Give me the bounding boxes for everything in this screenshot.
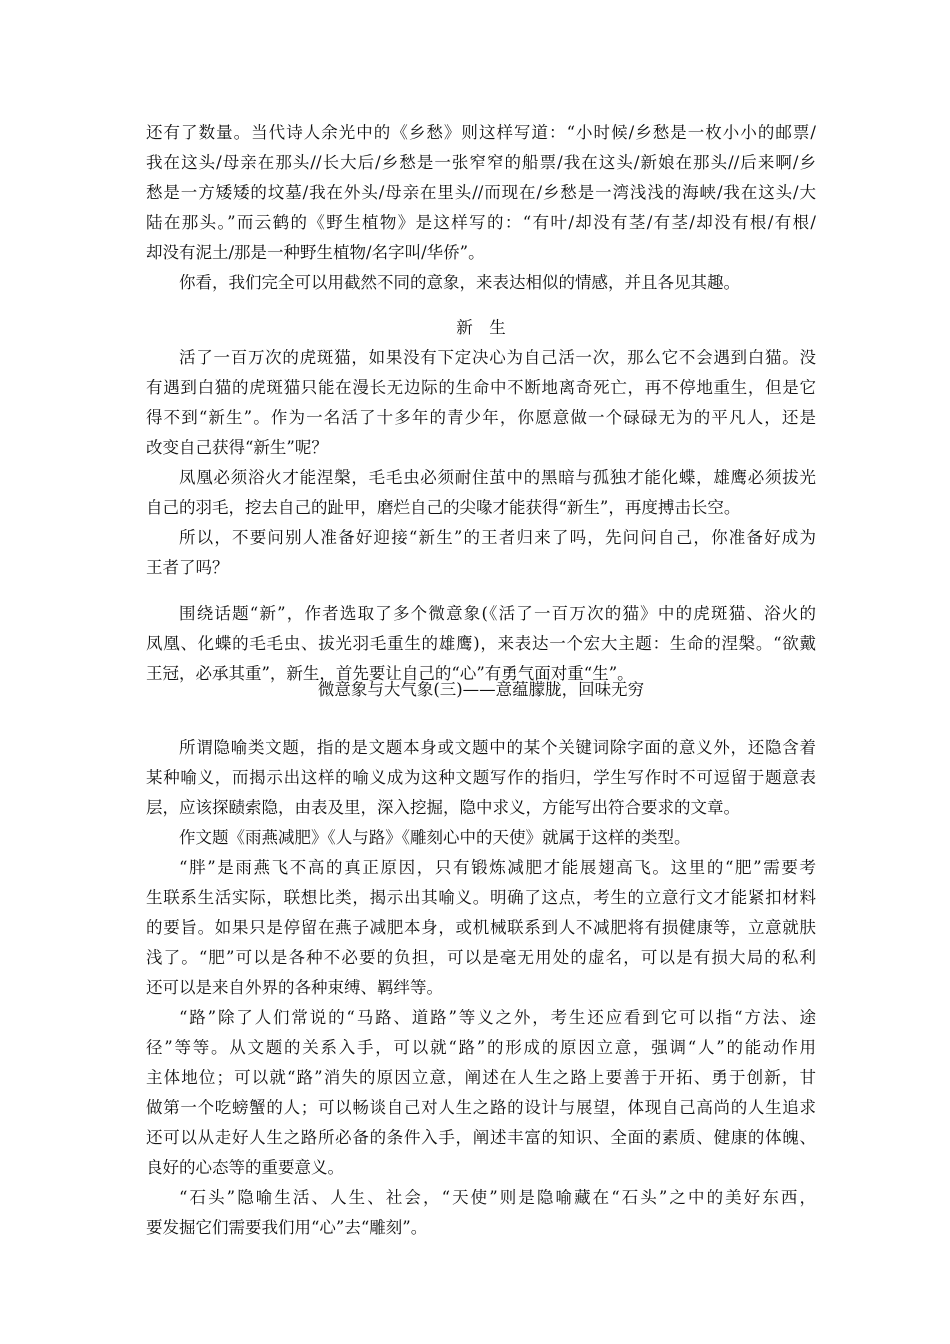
text-line: 所以，不要问别人准备好迎接“新生”的王者归来了吗，先问问自己，你准备好成为 <box>179 528 816 547</box>
text-line: 作文题《雨燕减肥》《人与路》《雕刻心中的天使》就属于这样的类型。 <box>179 828 691 847</box>
text-line: 你看，我们完全可以用截然不同的意象，来表达相似的情感，并且各见其趣。 <box>179 273 740 292</box>
text-line: 要发掘它们需要我们用“心”去“雕刻”。 <box>146 1218 428 1237</box>
text-line: 活了一百万次的虎斑猫，如果没有下定决心为自己活一次，那么它不会遇到白猫。没 <box>179 348 816 367</box>
text-line: 愁是一方矮矮的坟墓/我在外头/母亲在里头//而现在/乡愁是一湾浅浅的海峡/我在这头/大 <box>146 183 816 202</box>
text-line: 凤凰、化蝶的毛毛虫、拔光羽毛重生的雄鹰)，来表达一个宏大主题：生命的涅槃。“欲戴 <box>146 634 816 653</box>
text-line: 生联系生活实际，联想比类，揭示出其喻义。明确了这点，考生的立意行文才能紧扣材料 <box>146 888 816 907</box>
text-line: 凤凰必须浴火才能涅槃，毛毛虫必须耐住茧中的黑暗与孤独才能化蝶，雄鹰必须拔光 <box>179 468 816 487</box>
text-line: “胖”是雨燕飞不高的真正原因，只有锻炼减肥才能展翅高飞。这里的“肥”需要考 <box>179 858 816 877</box>
text-line: 径”等等。从文题的关系入手，可以就“路”的形成的原因立意，强调“人”的能动作用 <box>146 1038 816 1057</box>
text-line: 王者了吗？ <box>146 558 229 577</box>
text-line: 自己的羽毛，挖去自己的趾甲，磨烂自己的尖喙才能获得“新生”，再度搏击长空。 <box>146 498 741 517</box>
text-line: 有遇到白猫的虎斑猫只能在漫长无边际的生命中不断地离奇死亡，再不停地重生，但是它 <box>146 378 816 397</box>
text-line: 做第一个吃螃蟹的人；可以畅谈自己对人生之路的设计与展望，体现自己高尚的人生追求 <box>146 1098 816 1117</box>
essay-title: 新 生 <box>456 318 506 337</box>
text-line: 还可以从走好人生之路所必备的条件入手，阐述丰富的知识、全面的素质、健康的体魄、 <box>146 1128 816 1147</box>
text-line: 的要旨。如果只是停留在燕子减肥本身，或机械联系到人不减肥将有损健康等，立意就肤 <box>146 918 816 937</box>
text-line: 良好的心态等的重要意义。 <box>146 1158 344 1177</box>
text-line: 主体地位；可以就“路”消失的原因立意，阐述在人生之路上要善于开拓、勇于创新，甘 <box>146 1068 816 1087</box>
text-line: “石头”隐喻生活、人生、社会，“天使”则是隐喻藏在“石头”之中的美好东西， <box>179 1188 816 1207</box>
text-line: 改变自己获得“新生”呢？ <box>146 438 328 457</box>
text-line: 陆在那头。”而云鹤的《野生植物》是这样写的：“有叶/却没有茎/有茎/却没有根/有根/ <box>146 213 816 232</box>
text-line: 某种喻义，而揭示出这样的喻义成为这种文题写作的指归，学生写作时不可逗留于题意表 <box>146 768 816 787</box>
text-line: 却没有泥土/那是一种野生植物/名字叫/华侨”。 <box>146 243 485 262</box>
text-line: 还有了数量。当代诗人余光中的《乡愁》则这样写道：“小时候/乡愁是一枚小小的邮票/ <box>146 123 816 142</box>
text-line: 得不到“新生”。作为一名活了十多年的青少年，你愿意做一个碌碌无为的平凡人，还是 <box>146 408 816 427</box>
text-line: 还可以是来自外界的各种束缚、羁绊等。 <box>146 978 443 997</box>
text-line: 浅了。“肥”可以是各种不必要的负担，可以是毫无用处的虚名，可以是有损大局的私利 <box>146 948 816 967</box>
text-line: 王冠，必承其重”，新生，首先要让自己的“心”有勇气面对重“生”。 <box>146 664 634 683</box>
text-line: 所谓隐喻类文题，指的是文题本身或文题中的某个关键词除字面的意义外，还隐含着 <box>179 738 816 757</box>
text-line: 层，应该探赜索隐，由表及里，深入挖掘，隐中求义，方能写出符合要求的文章。 <box>146 798 740 817</box>
text-line: “路”除了人们常说的“马路、道路”等义之外，考生还应看到它可以指“方法、途 <box>179 1008 816 1027</box>
text-line: 围绕话题“新”，作者选取了多个微意象(《活了一百万次的猫》中的虎斑猫、浴火的 <box>179 604 816 623</box>
section-heading: 微意象与大气象(三)——意蕴朦胧，回味无穷 <box>317 680 645 699</box>
text-line: 我在这头/母亲在那头//长大后/乡愁是一张窄窄的船票/我在这头/新娘在那头//后来啊/乡 <box>146 153 816 172</box>
